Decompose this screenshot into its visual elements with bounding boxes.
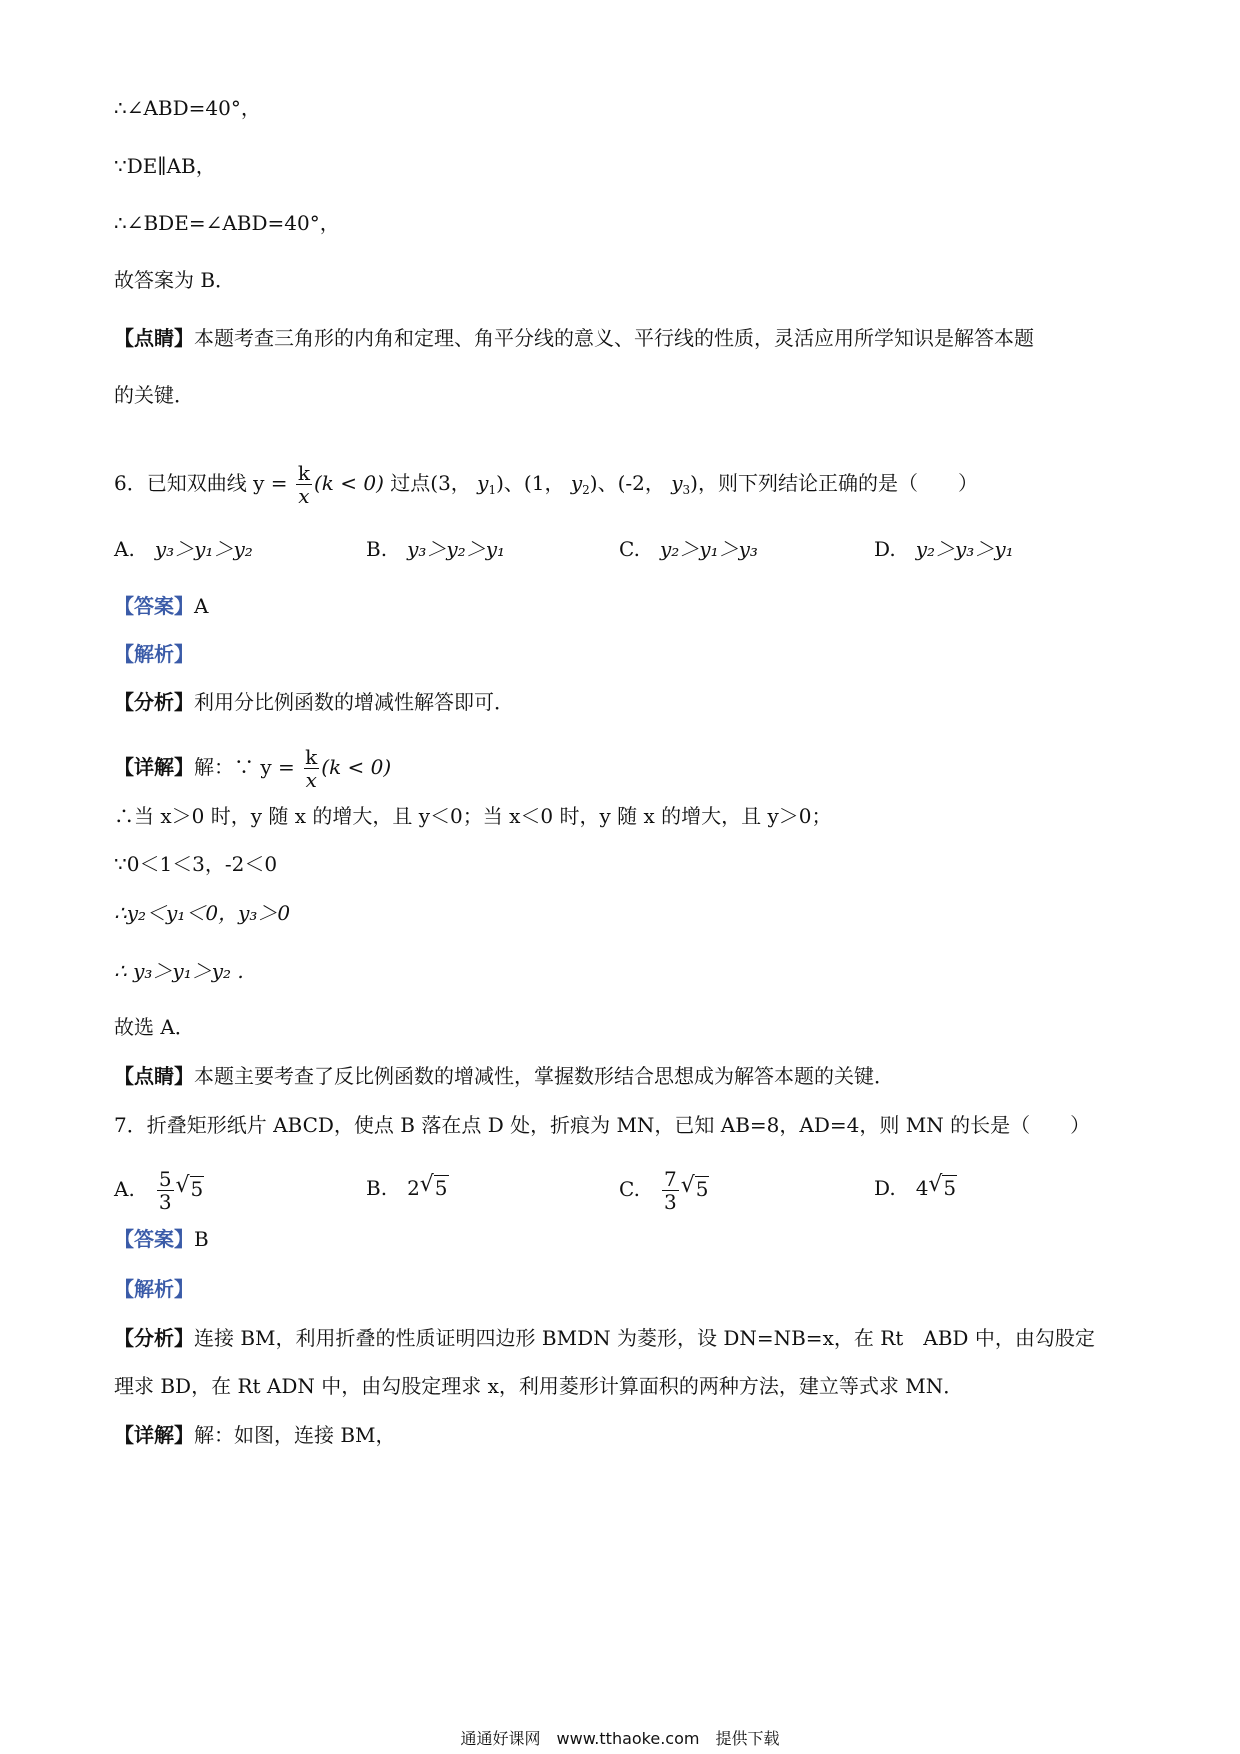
condition: (k < 0) <box>313 471 384 495</box>
answer-value: B <box>194 1227 209 1251</box>
dianjing-text: 本题主要考查了反比例函数的增减性，掌握数形结合思想成为解答本题的关键． <box>194 1064 894 1088</box>
option-a <box>114 535 253 563</box>
xiangjie-text: 解：如图，连接 BM， <box>194 1423 396 1447</box>
answer-tag: 【答案】 <box>114 1227 194 1251</box>
coefficient: 4 <box>915 1176 929 1200</box>
text-line <box>114 324 1034 352</box>
text-line: 的关键． <box>114 383 194 407</box>
option-text: y₂＞y₃＞y₁ <box>915 537 1014 561</box>
fraction <box>296 462 312 507</box>
question-7: 7．折叠矩形纸片 ABCD，使点 B 落在点 D 处，折痕为 MN，已知 AB=8，AD=4，则 MN 的长是（ ） <box>114 1113 1091 1137</box>
text-line: ∵DE∥AB， <box>114 154 216 178</box>
text-line: 故答案为 B． <box>114 268 236 292</box>
dianjing-text: 本题考查三角形的内角和定理、角平分线的意义、平行线的性质，灵活应用所学知识是解答本题 <box>194 326 1034 350</box>
radicand: 5 <box>190 1177 204 1201</box>
step-line <box>114 899 290 927</box>
step-text: ∴ y₃＞y₁＞y₂ . <box>114 959 244 983</box>
answer-line <box>114 1225 209 1253</box>
xiangjie-line <box>114 746 391 791</box>
frac-num: 5 <box>158 1167 172 1191</box>
fenxi-line <box>114 688 514 716</box>
option-text: y₂＞y₁＞y₃ <box>659 537 758 561</box>
radicand: 5 <box>434 1176 448 1200</box>
text-line: ∴∠BDE=∠ABD=40°， <box>114 211 340 235</box>
fenxi-tag: 【分析】 <box>114 1326 194 1350</box>
question-6 <box>114 462 978 507</box>
page-footer: 通通好课网 www.tthaoke.com 提供下载 <box>460 1729 780 1748</box>
radicand: 5 <box>943 1176 957 1200</box>
fenxi-text: 利用分比例函数的增减性解答即可． <box>194 690 514 714</box>
option-d <box>874 535 1014 563</box>
q6-mid: )、(1， <box>496 471 565 495</box>
frac-num: k <box>305 745 318 769</box>
var: y <box>477 471 489 495</box>
option-c <box>619 535 758 563</box>
option-label: D. <box>874 1176 896 1200</box>
option-c <box>619 1168 709 1213</box>
xiangjie-tag: 【详解】 <box>114 755 194 779</box>
step-line: 故选 A． <box>114 1015 195 1039</box>
xiangjie-prefix: 解：∵ y = <box>194 755 302 779</box>
q6-suffix: )，则下列结论正确的是（ ） <box>690 471 978 495</box>
option-label: C. <box>619 1177 640 1201</box>
option-label: B. <box>366 537 388 561</box>
analysis-tag: 【解析】 <box>114 642 194 666</box>
xiangjie-line <box>114 1421 396 1449</box>
option-d <box>874 1174 957 1202</box>
q6-mid: 过点(3， <box>383 471 471 495</box>
q6-mid: )、(-2， <box>589 471 665 495</box>
var: y <box>570 471 583 495</box>
condition: (k < 0) <box>321 755 392 779</box>
radicand: 5 <box>695 1177 709 1201</box>
option-label: B. <box>366 1176 388 1200</box>
sqrt: √ 5 <box>175 1173 204 1201</box>
dianjing-tag: 【点睛】 <box>114 1064 194 1088</box>
fenxi-line <box>114 1324 1095 1352</box>
coefficient: 2 <box>407 1176 420 1200</box>
fraction <box>303 746 319 791</box>
step-line: ∴当 x＞0 时，y 随 x 的增大，且 y＜0；当 x＜0 时，y 随 x 的增大，且 y＞0； <box>114 804 832 828</box>
option-label: A. <box>114 1177 135 1201</box>
frac-num: k <box>297 461 310 485</box>
analysis-tag: 【解析】 <box>114 1277 194 1301</box>
option-label: D. <box>874 537 896 561</box>
answer-line <box>114 592 208 620</box>
fraction <box>157 1168 174 1213</box>
sqrt: √ 5 <box>419 1172 448 1200</box>
frac-num: 7 <box>663 1167 677 1191</box>
fenxi-text: 连接 BM，利用折叠的性质证明四边形 BMDN 为菱形，设 DN=NB=x，在 Rt ABD 中，由勾股定 <box>194 1326 1095 1350</box>
answer-tag: 【答案】 <box>114 594 194 618</box>
option-b <box>366 535 505 563</box>
q6-prefix: 6．已知双曲线 y = <box>114 471 294 495</box>
frac-den: x <box>298 484 310 508</box>
sub: 3 <box>682 483 691 497</box>
step-text: ∴y₂＜y₁＜0，y₃＞0 <box>114 901 291 925</box>
frac-den: 3 <box>663 1190 677 1214</box>
answer-value: A <box>194 594 209 618</box>
text-line: ∴∠ABD=40°， <box>114 96 261 120</box>
analysis-line <box>114 640 194 668</box>
frac-den: x <box>305 768 317 792</box>
option-label: A. <box>114 537 135 561</box>
xiangjie-tag: 【详解】 <box>114 1423 194 1447</box>
option-text: y₃＞y₁＞y₂ <box>154 537 253 561</box>
sqrt: √ 5 <box>680 1173 709 1201</box>
var: y <box>671 471 683 495</box>
fenxi-tag: 【分析】 <box>114 690 194 714</box>
option-text: y₃＞y₂＞y₁ <box>407 537 506 561</box>
step-line: ∵0＜1＜3，-2＜0 <box>114 852 278 876</box>
sub: 1 <box>488 483 497 497</box>
frac-den: 3 <box>158 1190 172 1214</box>
option-a <box>114 1168 204 1213</box>
fenxi-line-2: 理求 BD，在 Rt ADN 中，由勾股定理求 x，利用菱形计算面积的两种方法，建立等式求 MN． <box>114 1374 964 1398</box>
dianjing-tag: 【点睛】 <box>114 326 194 350</box>
step-line <box>114 957 244 985</box>
analysis-line <box>114 1275 194 1303</box>
sub: 2 <box>582 483 590 497</box>
dianjing-line <box>114 1062 894 1090</box>
option-label: C. <box>619 537 640 561</box>
sqrt: √ 5 <box>928 1172 957 1200</box>
fraction <box>662 1168 679 1213</box>
option-b <box>366 1174 449 1202</box>
